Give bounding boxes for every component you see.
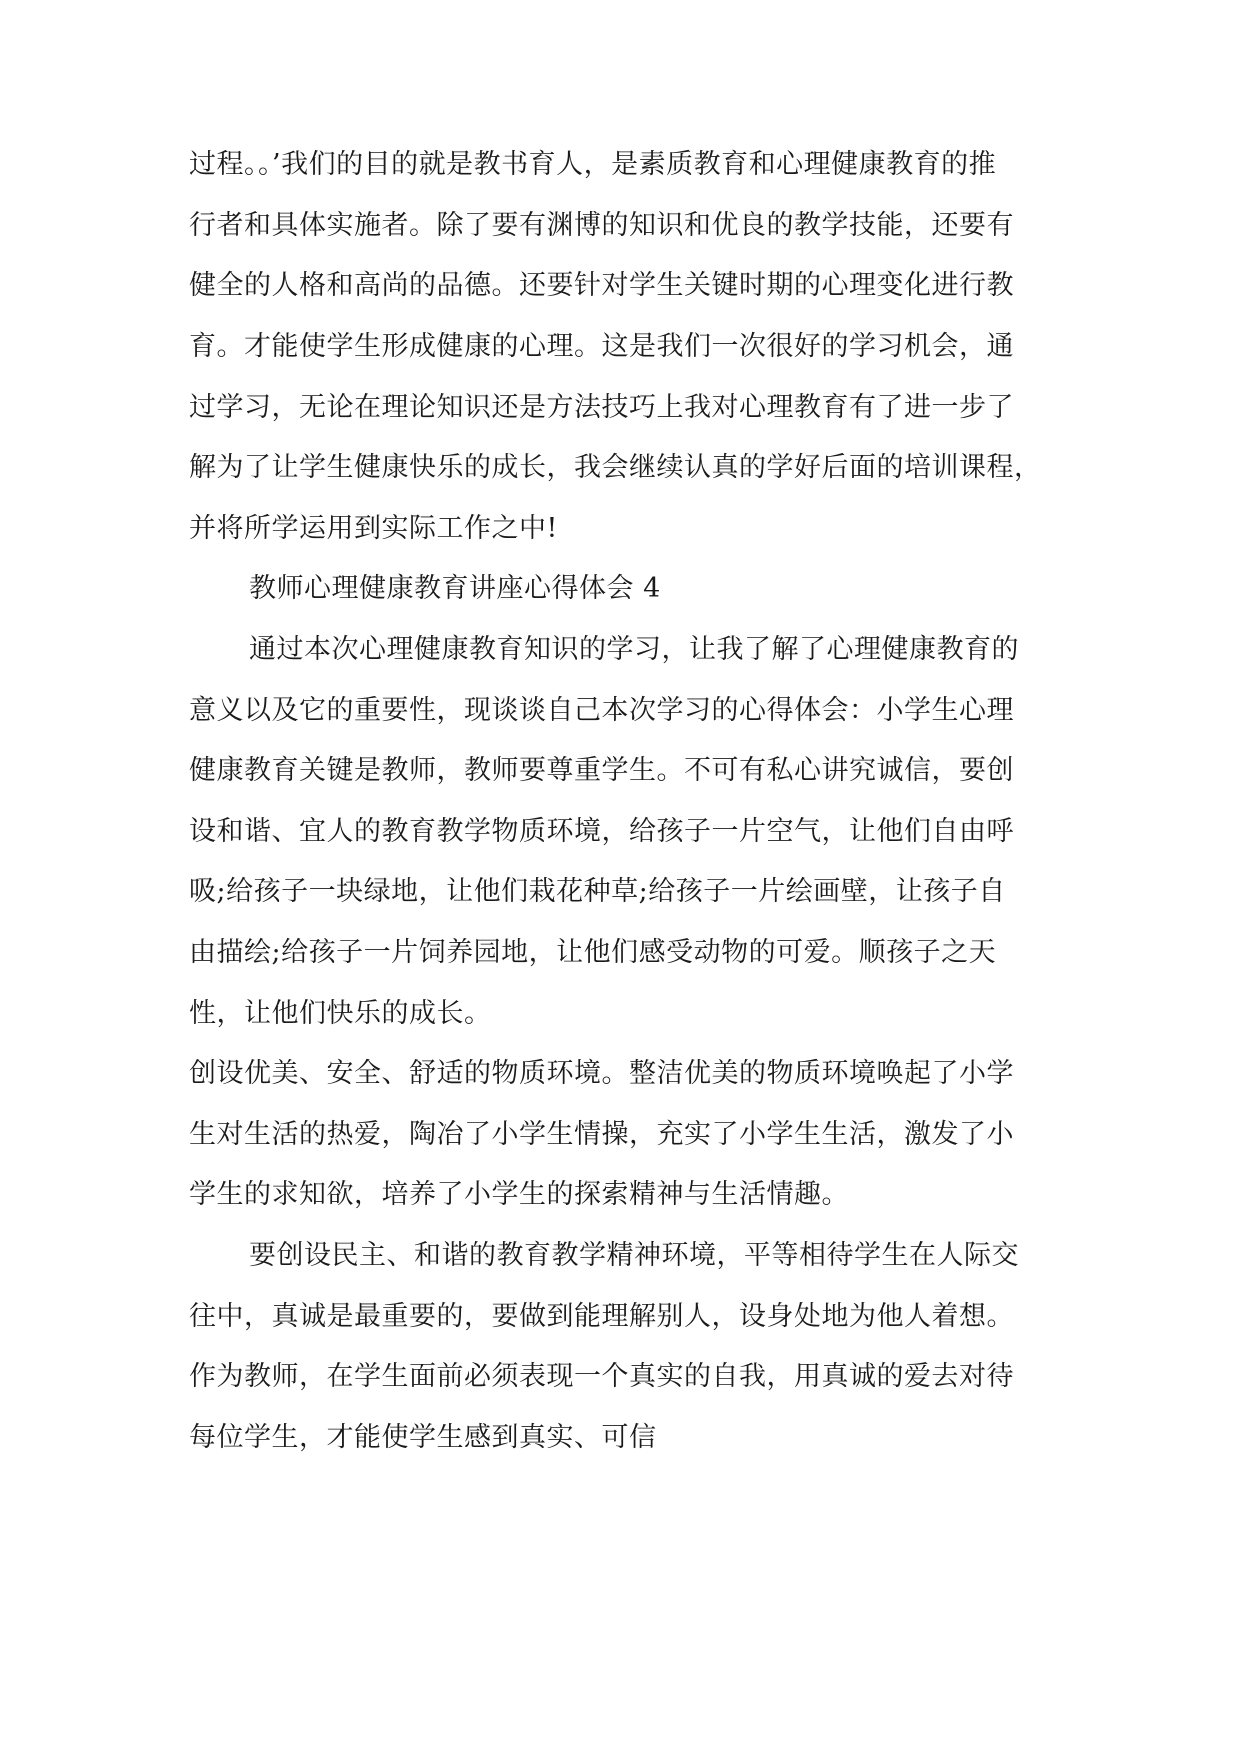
text-line: 通过本次心理健康教育知识的学习，让我了解了心理健康教育的: [249, 634, 1019, 665]
text-line: 性，让他们快乐的成长。: [189, 998, 492, 1029]
text-line: 学生的求知欲，培养了小学生的探索精神与生活情趣。: [189, 1179, 849, 1210]
text-line: 生对生活的热爱，陶冶了小学生情操，充实了小学生生活，激发了小: [189, 1119, 1014, 1150]
text-line: 过学习，无论在理论知识还是方法技巧上我对心理教育有了进一步了: [189, 392, 1014, 423]
text-line: 解为了让学生健康快乐的成长，我会继续认真的学好后面的培训课程，: [189, 452, 1042, 483]
text-line: 设和谐、宜人的教育教学物质环境，给孩子一片空气，让他们自由呼: [189, 816, 1014, 847]
section-heading: 教师心理健康教育讲座心得体会 4: [249, 573, 661, 604]
text-line: 育。才能使学生形成健康的心理。这是我们一次很好的学习机会，通: [189, 331, 1014, 362]
text-line: 要创设民主、和谐的教育教学精神环境，平等相待学生在人际交: [249, 1240, 1019, 1271]
text-line: 过程。。’我们的目的就是教书育人，是素质教育和心理健康教育的推: [189, 149, 997, 180]
text-line: 行者和具体实施者。除了要有渊博的知识和优良的教学技能，还要有: [189, 210, 1014, 241]
text-line: 由描绘;给孩子一片饲养园地，让他们感受动物的可爱。顺孩子之天: [189, 937, 997, 968]
text-line: 每位学生，才能使学生感到真实、可信: [189, 1422, 657, 1453]
text-line: 创设优美、安全、舒适的物质环境。整洁优美的物质环境唤起了小学: [189, 1058, 1014, 1089]
text-line: 健全的人格和高尚的品德。还要针对学生关键时期的心理变化进行教: [189, 270, 1014, 301]
text-line: 往中，真诚是最重要的，要做到能理解别人，设身处地为他人着想。: [189, 1301, 1014, 1332]
text-line: 意义以及它的重要性，现谈谈自己本次学习的心得体会：小学生心理: [189, 695, 1014, 726]
text-line: 并将所学运用到实际工作之中!: [189, 513, 558, 544]
text-line: 作为教师，在学生面前必须表现一个真实的自我，用真诚的爱去对待: [189, 1361, 1014, 1392]
text-line: 吸;给孩子一块绿地，让他们栽花种草;给孩子一片绘画壁，让孩子自: [189, 876, 1006, 907]
text-line: 健康教育关键是教师，教师要尊重学生。不可有私心讲究诚信，要创: [189, 755, 1014, 786]
